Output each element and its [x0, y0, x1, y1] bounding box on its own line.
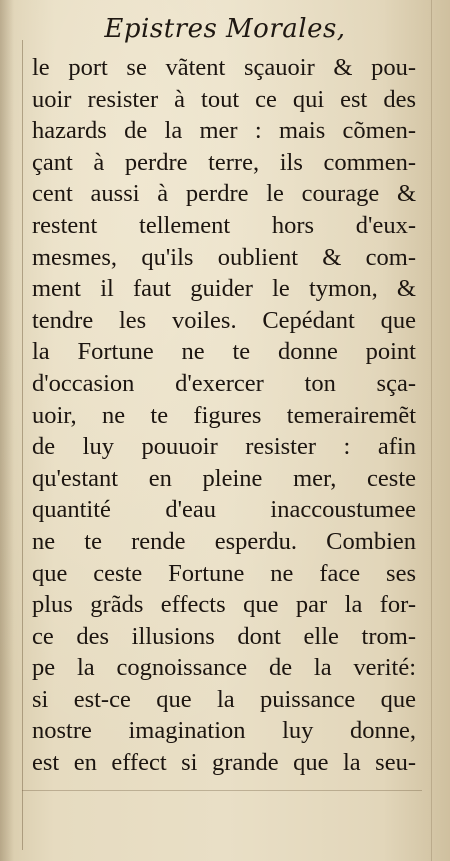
text-line: uoir, ne te figures temerairemẽt	[32, 401, 416, 429]
text-line: quantité d'eau inaccoustumee	[32, 496, 416, 524]
text-line: ce des illusions dont elle trom-	[32, 622, 416, 650]
text-line: mesmes, qu'ils oublient & com-	[32, 243, 416, 271]
text-line: si est-ce que la puissance que	[32, 685, 416, 713]
text-line: restent tellement hors d'eux-	[32, 211, 416, 239]
text-line: pe la cognoissance de la verité:	[32, 654, 416, 682]
text-line: le port se vãtent sçauoir & pou-	[32, 54, 416, 81]
bottom-margin-rule	[22, 790, 422, 791]
text-line: d'occasion d'exercer ton sça-	[32, 369, 416, 397]
text-line: que ceste Fortune ne face ses	[32, 559, 416, 587]
text-line: ment il faut guider le tymon, &	[32, 275, 416, 303]
text-line: qu'estant en pleine mer, ceste	[32, 464, 416, 492]
text-line: la Fortune ne te donne point	[32, 338, 416, 366]
text-line: tendre les voiles. Cepédant que	[32, 306, 416, 334]
text-line: ne te rende esperdu. Combien	[32, 527, 416, 555]
text-line: nostre imagination luy donne,	[32, 717, 416, 745]
text-line: hazards de la mer : mais cõmen-	[32, 117, 416, 145]
text-line: uoir resister à tout ce qui est des	[32, 85, 416, 113]
text-line: plus grãds effects que par la for-	[32, 591, 416, 619]
text-line: de luy pouuoir resister : afin	[32, 433, 416, 461]
text-line: cent aussi à perdre le courage &	[32, 180, 416, 208]
text-line: est en effect si grande que la seu-	[32, 749, 416, 777]
gutter-shadow	[0, 0, 14, 861]
running-header: Epistres Morales,	[104, 14, 346, 44]
page-edge-line	[431, 0, 432, 861]
text-line: çant à perdre terre, ils commen-	[32, 148, 416, 176]
left-margin-rule	[22, 40, 23, 850]
body-text	[32, 52, 416, 779]
